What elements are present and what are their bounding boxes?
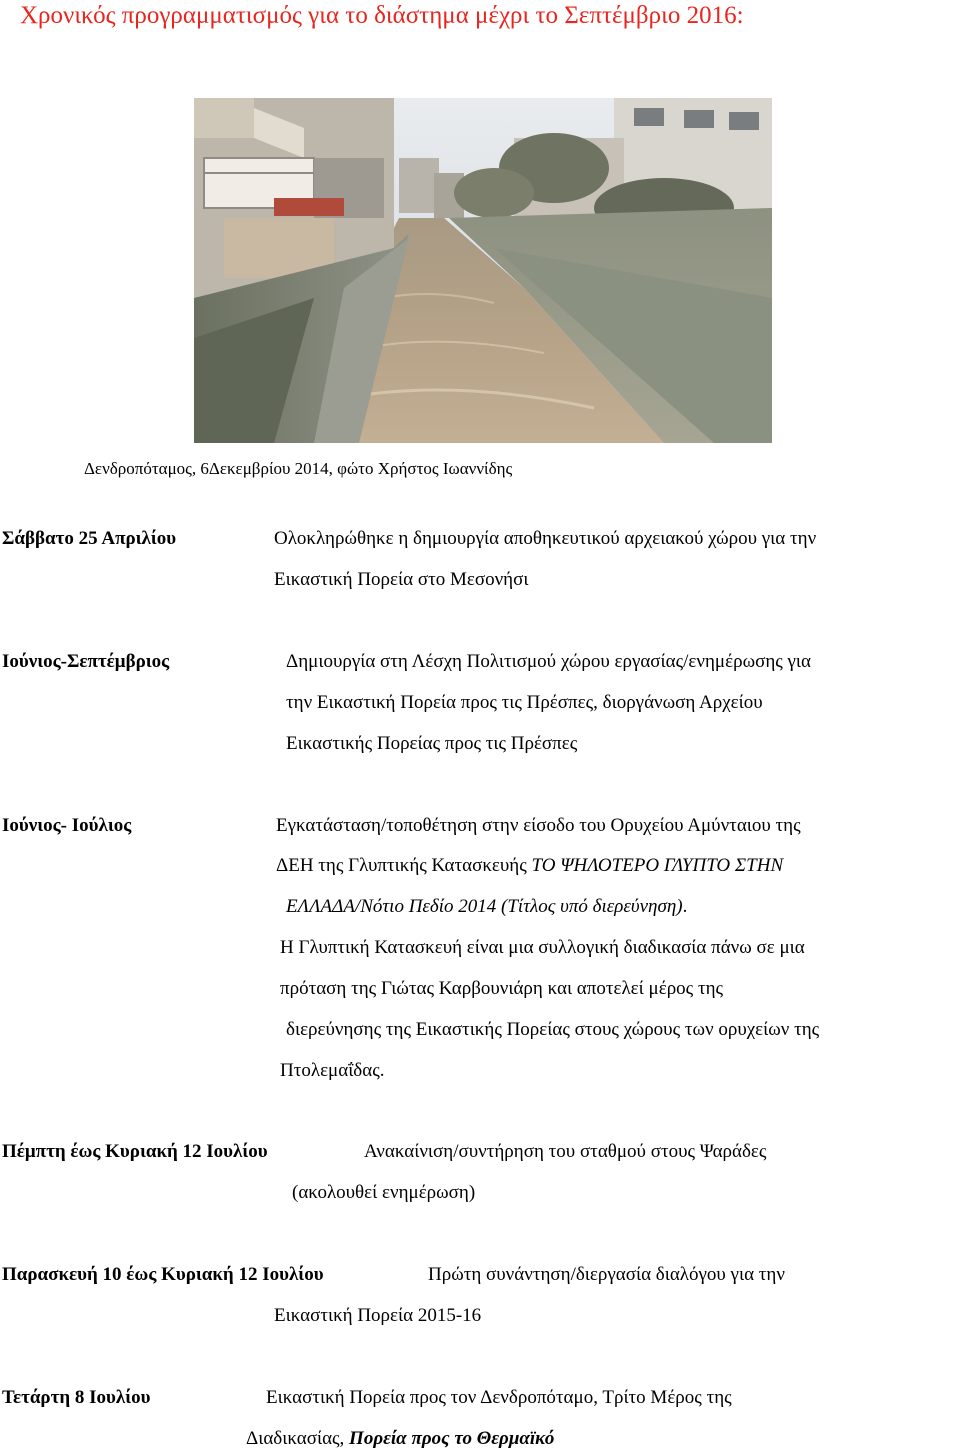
- photo-caption: Δενδροπόταμος, 6Δεκεμβρίου 2014, φώτο Χρήστος Ιωαννίδης: [84, 459, 513, 478]
- entry-text-line: Ανακαίνιση/συντήρηση του σταθμού στους Ψαράδες: [364, 1141, 767, 1162]
- entry-text-line: Εικαστική Πορεία προς τον Δενδροπόταμο, Τρίτο Μέρος της: [266, 1387, 732, 1408]
- entry-text-line: Πρώτη συνάντηση/διεργασία διαλόγου για την: [428, 1264, 785, 1285]
- entry-text-line: Πτολεμαΐδας.: [280, 1060, 385, 1081]
- entry-text-line: [276, 855, 783, 877]
- entry-text-line: Εγκατάσταση/τοποθέτηση στην είσοδο του Ορυχείου Αμύνταιου της: [276, 815, 801, 836]
- entry-date: Πέμπτη έως Κυριακή 12 Ιουλίου: [2, 1141, 268, 1162]
- entry-text-line: Δημιουργία στη Λέσχη Πολιτισμού χώρου εργασίας/ενημέρωσης για: [286, 651, 811, 672]
- entry-text-line: [286, 896, 687, 918]
- artwork-title: ΕΛΛΑΔΑ/Νότιο Πεδίο 2014 (Τίτλος υπό διερεύνηση): [286, 896, 683, 917]
- entry-date: Ιούνιος- Ιούλιος: [2, 815, 132, 836]
- river-photo: [194, 98, 772, 443]
- entry-text-line: Εικαστική Πορεία 2015-16: [274, 1305, 482, 1326]
- entry-text-plain: ΔΕΗ της Γλυπτικής Κατασκευής: [276, 855, 532, 876]
- entry-text-line: Ολοκληρώθηκε η δημιουργία αποθηκευτικού αρχειακού χώρου για την: [274, 528, 817, 549]
- page-title: Χρονικός προγραμματισμός για το διάστημα μέχρι το Σεπτέμβριο 2016:: [20, 2, 744, 29]
- entry-date: Ιούνιος-Σεπτέμβριος: [2, 651, 170, 672]
- entry-text-plain: .: [682, 896, 688, 917]
- entry-text-line: Εικαστική Πορεία στο Μεσονήσι: [274, 569, 529, 590]
- entry-text-line: την Εικαστική Πορεία προς τις Πρέσπες, διοργάνωση Αρχείου: [286, 692, 763, 713]
- entry-text-line: Εικαστικής Πορείας προς τις Πρέσπες: [286, 733, 578, 754]
- entry-date: Σάββατο 25 Απριλίου: [2, 528, 177, 549]
- entry-text-line: διερεύνησης της Εικαστικής Πορείας στους χώρους των ορυχείων της: [286, 1019, 820, 1040]
- entry-text-line: Η Γλυπτική Κατασκευή είναι μια συλλογική διαδικασία πάνω σε μια: [280, 937, 805, 958]
- event-title: Πορεία προς το Θερμαϊκό: [349, 1428, 555, 1449]
- entry-text-plain: Διαδικασίας,: [246, 1428, 350, 1449]
- entry-text-line: πρόταση της Γιώτας Καρβουνιάρη και αποτελεί μέρος της: [280, 978, 724, 999]
- entry-date: Παρασκευή 10 έως Κυριακή 12 Ιουλίου: [2, 1264, 324, 1285]
- artwork-title: ΤΟ ΨΗΛΟΤΕΡΟ ΓΛΥΠΤΟ ΣΤΗΝ: [531, 855, 784, 876]
- entry-text-line: [246, 1428, 554, 1450]
- entry-text-line: (ακολουθεί ενημέρωση): [292, 1182, 476, 1203]
- entry-date: Τετάρτη 8 Ιουλίου: [2, 1387, 151, 1408]
